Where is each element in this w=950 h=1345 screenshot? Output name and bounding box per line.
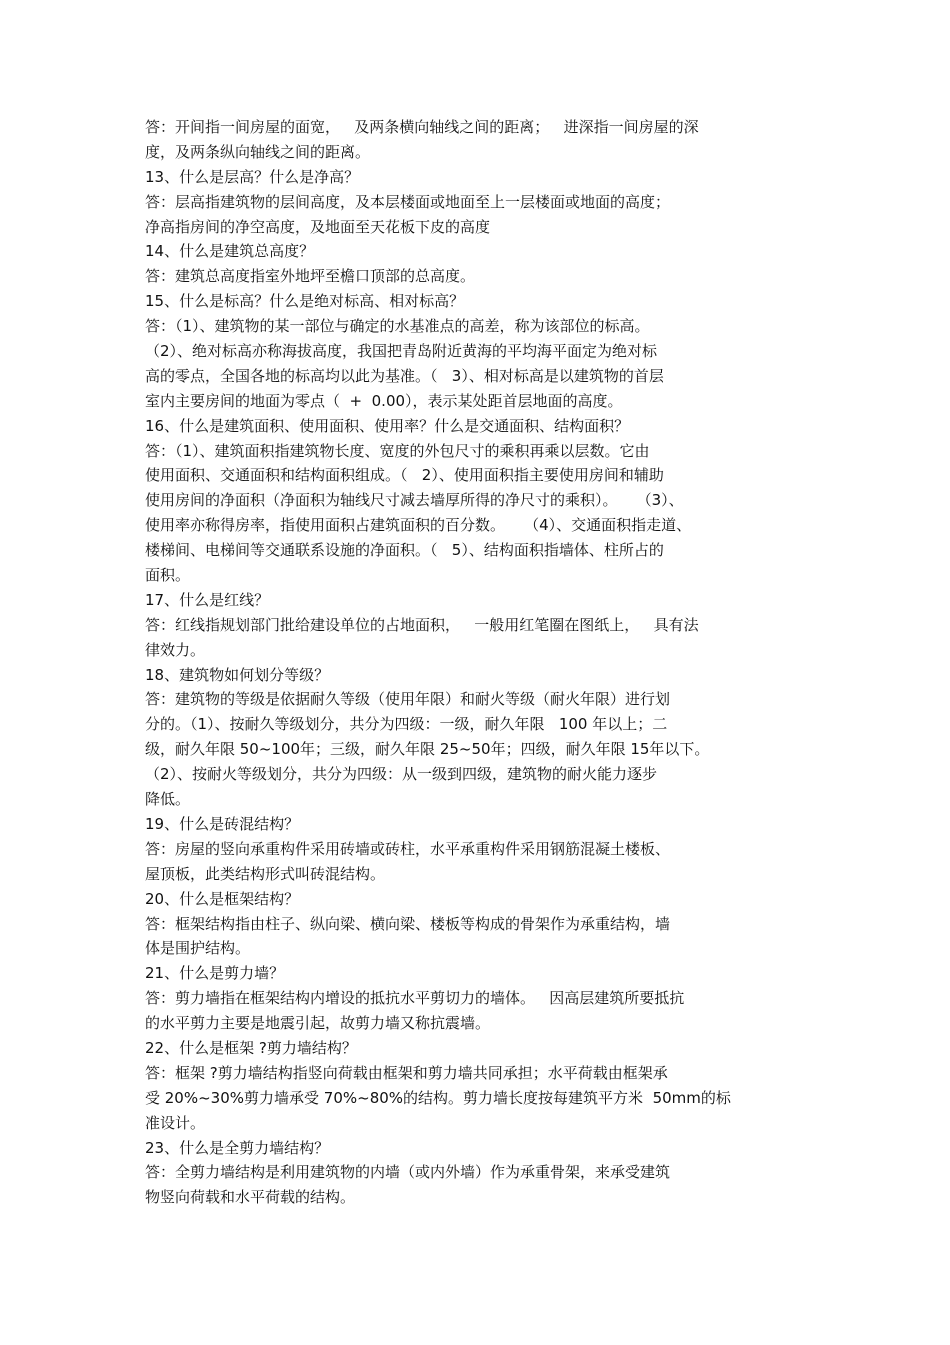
text-line: 使用率亦称得房率，指使用面积占建筑面积的百分数。 （4）、交通面积指走道、: [145, 516, 692, 535]
text-line: 答：建筑物的等级是依据耐久等级（使用年限）和耐火等级（耐火年限）进行划: [145, 690, 671, 709]
text-line: 物竖向荷载和水平荷载的结构。: [145, 1188, 356, 1207]
text-line: 室内主要房间的地面为零点（ + 0.00），表示某处距首层地面的高度。: [145, 391, 623, 410]
text-line: 答：建筑总高度指室外地坪至檐口顶部的总高度。: [145, 267, 476, 286]
text-line: 高的零点，全国各地的标高均以此为基准。（ 3）、相对标高是以建筑物的首层: [145, 366, 664, 385]
question-heading: 19、什么是砖混结构？: [145, 814, 300, 833]
text-line: 度，及两条纵向轴线之间的距离。: [145, 142, 371, 161]
question-heading: 15、什么是标高？什么是绝对标高、相对标高？: [145, 292, 465, 311]
text-line: 级，耐久年限 50~100年；三级，耐久年限 25~50年；四级，耐久年限 15年以下。: [145, 740, 710, 759]
text-line: 答：框架结构指由柱子、纵向梁、横向梁、楼板等构成的骨架作为承重结构，墙: [145, 914, 671, 933]
text-line: 答：（1）、建筑面积指建筑物长度、宽度的外包尺寸的乘积再乘以层数。它由: [145, 441, 650, 460]
question-heading: 21、什么是剪力墙？: [145, 964, 285, 983]
text-line: 答：全剪力墙结构是利用建筑物的内墙（或内外墙）作为承重骨架，来承受建筑: [145, 1163, 671, 1182]
text-line: 体是围护结构。: [145, 939, 251, 958]
text-line: 答：红线指规划部门批给建设单位的占地面积， 一般用红笔圈在图纸上， 具有法: [145, 615, 699, 634]
text-line: 受 20%~30%剪力墙承受 70%~80%的结构。剪力墙长度按每建筑平方米 50mm的标: [145, 1088, 731, 1107]
text-line: 屋顶板，此类结构形式叫砖混结构。: [145, 864, 386, 883]
text-line: 答：剪力墙指在框架结构内增设的抵抗水平剪切力的墙体。 因高层建筑所要抵抗: [145, 989, 685, 1008]
question-heading: 20、什么是框架结构？: [145, 889, 300, 908]
text-line: 答：（1）、建筑物的某一部位与确定的水基准点的高差，称为该部位的标高。: [145, 317, 650, 336]
question-heading: 13、什么是层高？什么是净高？: [145, 167, 360, 186]
text-line: 准设计。: [145, 1113, 206, 1132]
document-body: [145, 115, 825, 1210]
text-line: 答：房屋的竖向承重构件采用砖墙或砖柱，水平承重构件采用钢筋混凝土楼板、: [145, 839, 671, 858]
text-line: 净高指房间的净空高度，及地面至天花板下皮的高度: [145, 217, 491, 236]
question-heading: 18、建筑物如何划分等级？: [145, 665, 330, 684]
text-line: 答：框架 ?剪力墙结构指竖向荷载由框架和剪力墙共同承担；水平荷载由框架承: [145, 1063, 668, 1082]
text-line: 的水平剪力主要是地震引起，故剪力墙又称抗震墙。: [145, 1014, 491, 1033]
text-line: 律效力。: [145, 640, 206, 659]
text-line: 答：层高指建筑物的层间高度，及本层楼面或地面至上一层楼面或地面的高度；: [145, 192, 671, 211]
text-line: 使用房间的净面积（净面积为轴线尺寸减去墙厚所得的净尺寸的乘积）。 （3）、: [145, 491, 684, 510]
question-heading: 14、什么是建筑总高度？: [145, 242, 315, 261]
question-heading: 16、什么是建筑面积、使用面积、使用率？什么是交通面积、结构面积？: [145, 416, 630, 435]
text-line: 面积。: [145, 566, 191, 585]
text-line: 使用面积、交通面积和结构面积组成。（ 2）、使用面积指主要使用房间和辅助: [145, 466, 664, 485]
text-line: 降低。: [145, 790, 191, 809]
text-line: （2）、绝对标高亦称海拔高度，我国把青岛附近黄海的平均海平面定为绝对标: [145, 342, 658, 361]
text-line: 答：开间指一间房屋的面宽， 及两条横向轴线之间的距离； 进深指一间房屋的深: [145, 118, 699, 136]
text-line: 分的。（1）、按耐久等级划分，共分为四级：一级，耐久年限 100 年以上；二: [145, 715, 668, 734]
text-line: 楼梯间、电梯间等交通联系设施的净面积。（ 5）、结构面积指墙体、柱所占的: [145, 541, 664, 560]
question-heading: 17、什么是红线？: [145, 590, 270, 609]
question-heading: 22、什么是框架 ?剪力墙结构？: [145, 1038, 357, 1057]
question-heading: 23、什么是全剪力墙结构？: [145, 1138, 330, 1157]
text-line: （2）、按耐火等级划分，共分为四级：从一级到四级，建筑物的耐火能力逐步: [145, 765, 658, 784]
